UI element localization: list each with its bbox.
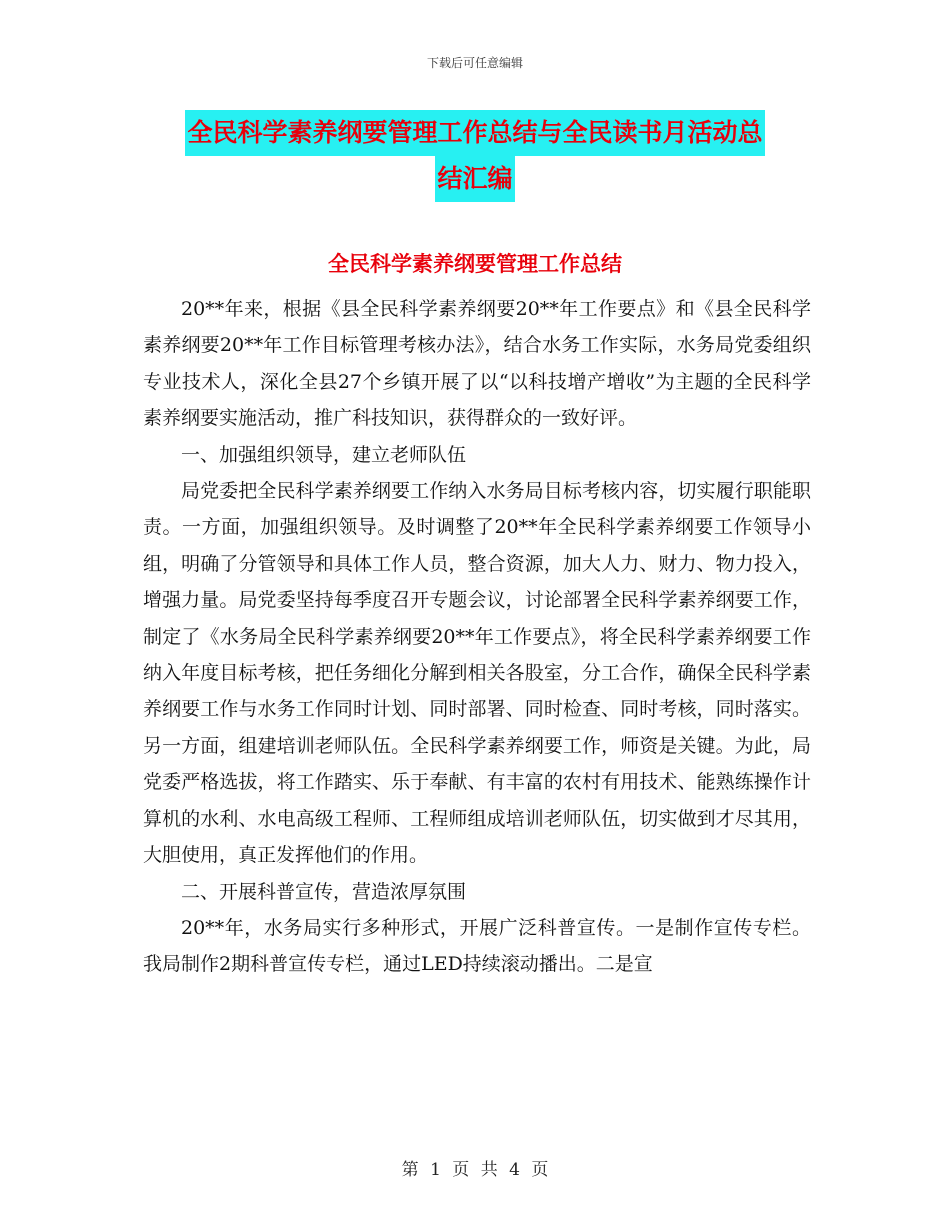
document-body <box>143 291 811 983</box>
section-title: 全民科学素养纲要管理工作总结 <box>328 252 622 276</box>
heading-section-1: 一、加强组织领导，建立老师队伍 <box>181 443 467 466</box>
page-number-footer: 第 1 页 共 4 页 <box>401 1160 549 1180</box>
document-title <box>140 110 810 202</box>
heading-section-2: 二、开展科普宣传，营造浓厚氛围 <box>181 880 467 903</box>
document-title-line-1: 全民科学素养纲要管理工作总结与全民读书月活动总 <box>185 110 764 156</box>
document-title-line-2: 结汇编 <box>435 156 514 202</box>
page-header-note: 下载后可任意编辑 <box>426 56 523 70</box>
paragraph-intro: 20**年来，根据《县全民科学素养纲要20**年工作要点》和《县全民科学素养纲要20**年工作目标管理考核办法》，结合水务工作实际，水务局党委组织专业技术人，深化全县27个乡镇开展了以“以科技增产增收”为主题的全民科学素养纲要实施活动，推广科技知识，获得群众的一致好评。 <box>143 298 811 430</box>
paragraph-section-1: 局党委把全民科学素养纲要工作纳入水务局目标考核内容，切实履行职能职责。一方面，加强组织领导。及时调整了20**年全民科学素养纲要工作领导小组，明确了分管领导和具体工作人员，整合资源，加大人力、财力、物力投入，增强力量。局党委坚持每季度召开专题会议，讨论部署全民科学素养纲要工作，制定了《水务局全民科学素养纲要20**年工作要点》，将全民科学素养纲要工作纳入年度目标考核，把任务细化分解到相关各股室，分工合作，确保全民科学素养纲要工作与水务工作同时计划、同时部署、同时检查、同时考核，同时落实。另一方面，组建培训老师队伍。全民科学素养纲要工作，师资是关键。为此，局党委严格选拔，将工作踏实、乐于奉献、有丰富的农村有用技术、能熟练操作计算机的水利、水电高级工程师、工程师组成培训老师队伍，切实做到才尽其用，大胆使用，真正发挥他们的作用。 <box>143 480 811 867</box>
paragraph-section-2: 20**年，水务局实行多种形式，开展广泛科普宣传。一是制作宣传专栏。我局制作2期科普宣传专栏，通过LED持续滚动播出。二是宣 <box>143 916 811 976</box>
